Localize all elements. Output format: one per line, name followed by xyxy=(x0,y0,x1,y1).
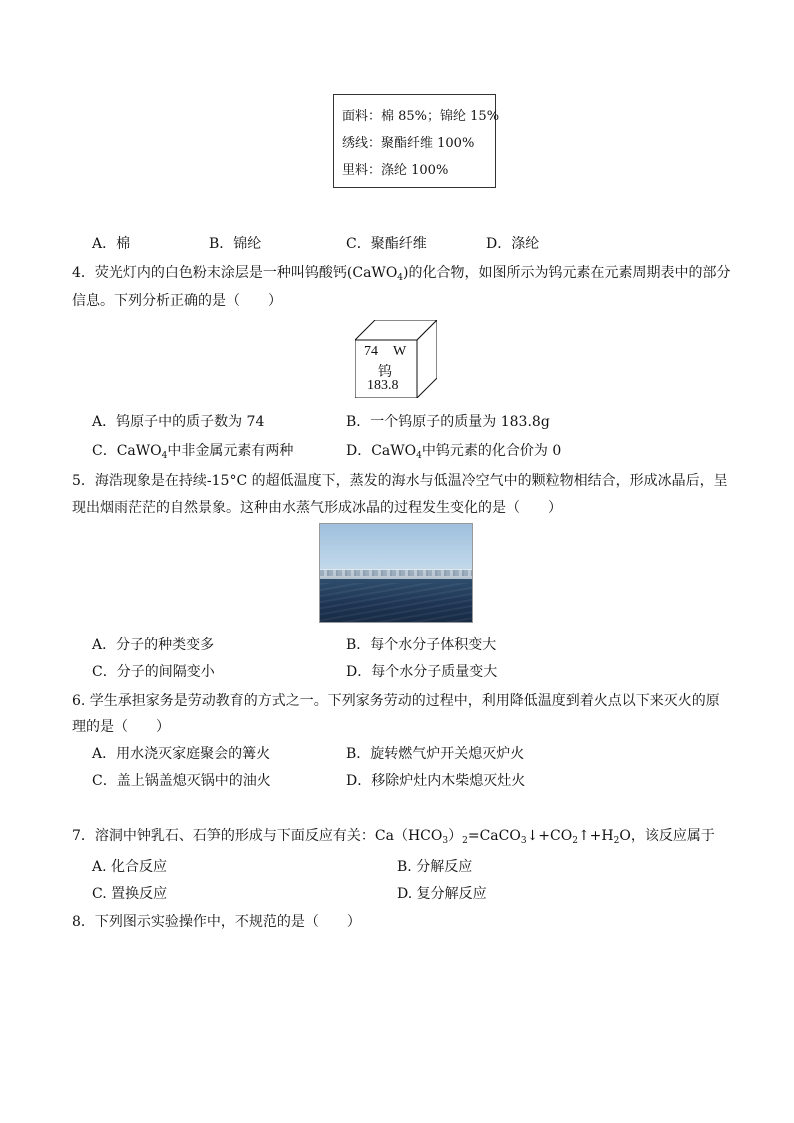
q4-option-d: D．CaWO$_4$中钨元素的化合价为 0 xyxy=(346,443,562,461)
q6-stem-line1: 6. 学生承担家务是劳动教育的方式之一。下列家务劳动的过程中，利用降低温度到着火点以下来灭火的原 xyxy=(72,693,720,709)
q6-option-b: B．旋转燃气炉开关熄灭炉火 xyxy=(346,746,525,762)
q5-option-d: D．每个水分子质量变大 xyxy=(346,664,498,680)
q3-option-c: C．聚酯纤维 xyxy=(346,236,427,252)
fabric-label-box xyxy=(333,94,500,188)
q5-option-c: C．分子的间隔变小 xyxy=(92,664,215,680)
q8-stem: 8．下列图示实验操作中，不规范的是（ ） xyxy=(72,914,361,930)
q7-option-d: D. 复分解反应 xyxy=(397,886,487,902)
q6-option-d: D．移除炉灶内木柴熄灭灶火 xyxy=(346,773,526,789)
q6-option-c: C．盖上锅盖熄灭锅中的油火 xyxy=(92,773,271,789)
label-line-lining: 里料：涤纶 100% xyxy=(342,163,449,178)
q3-option-d: D．涤纶 xyxy=(486,236,540,252)
q5-option-b: B．每个水分子体积变大 xyxy=(346,637,497,653)
q4-option-b: B．一个钨原子的质量为 183.8g xyxy=(346,414,550,430)
q7-stem: 7．溶洞中钟乳石、石笋的形成与下面反应有关：$Ca(HCO_3)_2=CaCO_3↓+CO_2↑+H_2O$，该反应属于 xyxy=(72,828,715,846)
q4-option-a: A．钨原子中的质子数为 74 xyxy=(92,414,265,430)
q4-option-c: C．CaWO$_4$中非金属元素有两种 xyxy=(92,443,294,461)
q7-option-c: C. 置换反应 xyxy=(92,886,168,902)
q6-stem-line2: 理的是（ ） xyxy=(72,719,170,735)
element-symbol: W xyxy=(393,344,407,359)
q3-option-a: A．棉 xyxy=(92,236,131,252)
element-name: 钨 xyxy=(378,365,392,380)
q6-option-a: A．用水浇灭家庭聚会的篝火 xyxy=(92,746,271,762)
q3-option-b: B．锦纶 xyxy=(209,236,262,252)
label-line-fabric: 面料：棉 85%；锦纶 15% xyxy=(342,109,500,124)
q7-option-b: B. 分解反应 xyxy=(397,859,473,875)
q5-stem-line2: 现出烟雨茫茫的自然景象。这种由水蒸气形成冰晶的过程发生变化的是（ ） xyxy=(72,500,562,516)
chemical-equation: $Ca(HCO_3)_2=CaCO_3↓+CO_2↑+H_2O$ xyxy=(374,828,631,846)
q4-stem-line1: 4．荧光灯内的白色粉末涂层是一种叫钨酸钙(CaWO$_4$)的化合物，如图所示为钨元素在元素周期表中的部分 xyxy=(72,265,731,283)
atomic-number: 74 xyxy=(364,344,378,359)
sea-fog-photo xyxy=(319,523,473,623)
q5-option-a: A．分子的种类变多 xyxy=(92,637,215,653)
q7-option-a: A. 化合反应 xyxy=(92,859,168,875)
label-line-thread: 绣线：聚酯纤维 100% xyxy=(342,136,475,151)
q4-stem-line2: 信息。下列分析正确的是（ ） xyxy=(72,293,282,309)
q5-stem-line1: 5．海浩现象是在持续-15°C 的超低温度下，蒸发的海水与低温冷空气中的颗粒物相结合，形成冰晶后，呈 xyxy=(72,473,728,489)
atomic-mass: 183.8 xyxy=(367,378,399,393)
